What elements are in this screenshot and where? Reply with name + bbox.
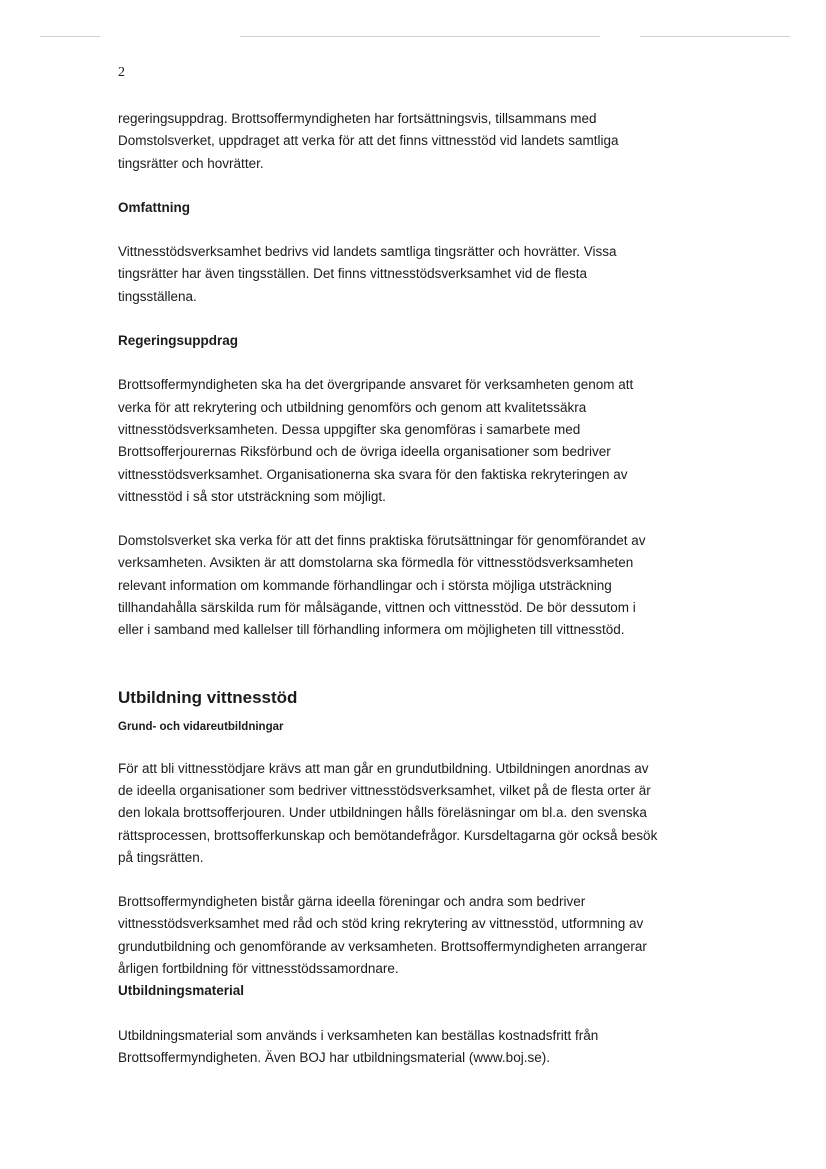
material-heading: Utbildningsmaterial bbox=[118, 983, 245, 999]
material-paragraph: Utbildningsmaterial som används i verksamheten kan beställas kostnadsfritt från Brottsoffermyndigheten. Även BOJ har utbildningsmaterial (www.boj.se). bbox=[118, 1027, 599, 1065]
omfattning-heading: Omfattning bbox=[118, 199, 190, 215]
grund-heading: Grund- och vidareutbildningar bbox=[118, 720, 284, 733]
intro-paragraph: regeringsuppdrag. Brottsoffermyndigheten har fortsättningsvis, tillsammans med Domstolsverket, uppdraget att verka för att det finns vittnesstöd vid landets samtliga tingsrätter och hovrätter. bbox=[118, 111, 619, 171]
page-number: 2 bbox=[118, 65, 125, 80]
regeringsuppdrag-heading: Regeringsuppdrag bbox=[118, 333, 239, 349]
utbildning-heading: Utbildning vittnesstöd bbox=[118, 687, 298, 707]
stod-paragraph: Brottsoffermyndigheten bistår gärna ideella föreningar och andra som bedriver vittnesstödsverksamhet med råd och stöd kring rekrytering av vittnesstöd, utformning av grundutbildning och genomförande av verksamheten. Brottsoffermyndigheten arrangerar årligen fortbildning för vittnesstödssamordnare. bbox=[118, 894, 647, 977]
regeringsuppdrag-paragraph-1: Brottsoffermyndigheten ska ha det övergripande ansvaret för verksamheten genom att verka för att rekrytering och utbildning genomförs och genom att kvalitetssäkra vittnesstödsverksamheten. Dessa uppgifter ska genomföras i samarbete med Brottsofferjourernas Riksförbund och de övriga ideella organisationer som bedriver vittnesstödsverksamhet. Organisationerna ska svara för den faktiska rekryteringen av vittnesstöd i så stor utsträckning som möjligt. bbox=[118, 377, 634, 504]
scan-artifact-line bbox=[40, 36, 100, 37]
regeringsuppdrag-paragraph-2: Domstolsverket ska verka för att det finns praktiska förutsättningar för genomförandet av verksamheten. Avsikten är att domstolarna ska förmedla för vittnesstödsverksamheten relevant information om kommande förhandlingar och i största möjliga utsträckning tillhandahålla särskilda rum för målsägande, vittnen och vittnesstöd. De bör dessutom i eller i samband med kallelser till förhandling informera om möjligheten till vittnesstöd. bbox=[118, 533, 646, 638]
scan-artifact-line bbox=[640, 36, 790, 37]
document-body bbox=[118, 108, 658, 1069]
omfattning-paragraph: Vittnesstödsverksamhet bedrivs vid landets samtliga tingsrätter och hovrätter. Vissa tingsrätter har även tingsställen. Det finns vittnesstödsverksamhet vid de flesta tingsställena. bbox=[118, 244, 617, 304]
scan-artifact-line bbox=[240, 36, 600, 37]
grund-paragraph: För att bli vittnesstödjare krävs att man går en grundutbildning. Utbildningen anordnas av de ideella organisationer som bedriver vittnesstödsverksamhet, vilket på de flesta orter är den lokala brottsofferjouren. Under utbildningen hålls föreläsningar om bl.a. den svenska rättsprocessen, brottsofferkunskap och bemötandefrågor. Kursdeltagarna gör också besök på tingsrätten. bbox=[118, 760, 658, 865]
